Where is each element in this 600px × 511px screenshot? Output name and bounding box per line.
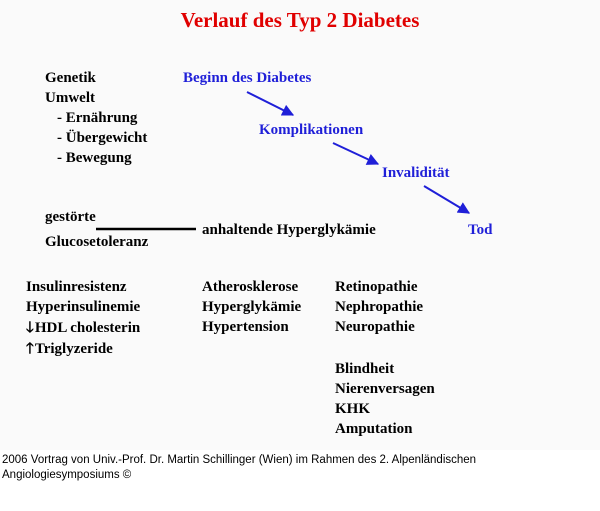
outcome-item: Nierenversagen bbox=[335, 381, 435, 397]
stage-invalidity: Invalidität bbox=[382, 165, 450, 181]
micro-item: Neuropathie bbox=[335, 319, 415, 335]
glucose-label-line1: gestörte bbox=[45, 209, 96, 225]
caption-line1: 2006 Vortrag von Univ.-Prof. Dr. Martin Schillinger (Wien) im Rahmen des 2. Alpenländischen bbox=[2, 454, 477, 466]
macro-item: Hyperglykämie bbox=[202, 299, 302, 315]
caption-line2: Angiologiesymposiums © bbox=[2, 469, 132, 481]
risk-factor-item: - Übergewicht bbox=[57, 130, 148, 146]
stage-complications: Komplikationen bbox=[259, 122, 364, 138]
arrow-complications-to-invalidity bbox=[333, 143, 378, 164]
arrow-down-icon: 🡓 bbox=[26, 318, 34, 336]
outcome-item: Blindheit bbox=[335, 361, 395, 377]
risk-factor-item: Umwelt bbox=[45, 90, 95, 106]
persistent-hyperglycemia: anhaltende Hyperglykämie bbox=[202, 222, 376, 238]
risk-factor-item: Genetik bbox=[45, 70, 96, 86]
outcome-item: KHK bbox=[335, 401, 371, 417]
micro-item: Nephropathie bbox=[335, 299, 424, 315]
slide-title: Verlauf des Typ 2 Diabetes bbox=[180, 8, 420, 32]
metabolic-list bbox=[26, 277, 140, 359]
stage-diabetes-onset: Beginn des Diabetes bbox=[183, 70, 312, 86]
outcome-item: Amputation bbox=[335, 421, 413, 437]
outcomes-list bbox=[335, 359, 435, 439]
macro-list bbox=[202, 277, 301, 337]
metabolic-item-hdl: 🡓HDL cholesterin bbox=[26, 318, 141, 336]
source-caption bbox=[2, 453, 598, 483]
metabolic-item: Hyperinsulinemie bbox=[26, 299, 141, 315]
macro-item: Hypertension bbox=[202, 319, 289, 335]
metabolic-item-tg: 🡑Triglyzeride bbox=[26, 339, 113, 357]
macro-item: Atherosklerose bbox=[202, 279, 299, 295]
micro-list bbox=[335, 277, 423, 337]
stage-death: Tod bbox=[468, 222, 493, 238]
micro-item: Retinopathie bbox=[335, 279, 418, 295]
metabolic-item: Insulinresistenz bbox=[26, 279, 127, 295]
glucose-label-line2: Glucosetoleranz bbox=[45, 234, 149, 250]
arrow-onset-to-complications bbox=[247, 92, 293, 115]
risk-factor-item: - Ernährung bbox=[57, 110, 138, 126]
arrow-invalidity-to-death bbox=[424, 186, 469, 213]
risk-factor-item: - Bewegung bbox=[57, 150, 132, 166]
arrow-up-icon: 🡑 bbox=[26, 339, 34, 357]
